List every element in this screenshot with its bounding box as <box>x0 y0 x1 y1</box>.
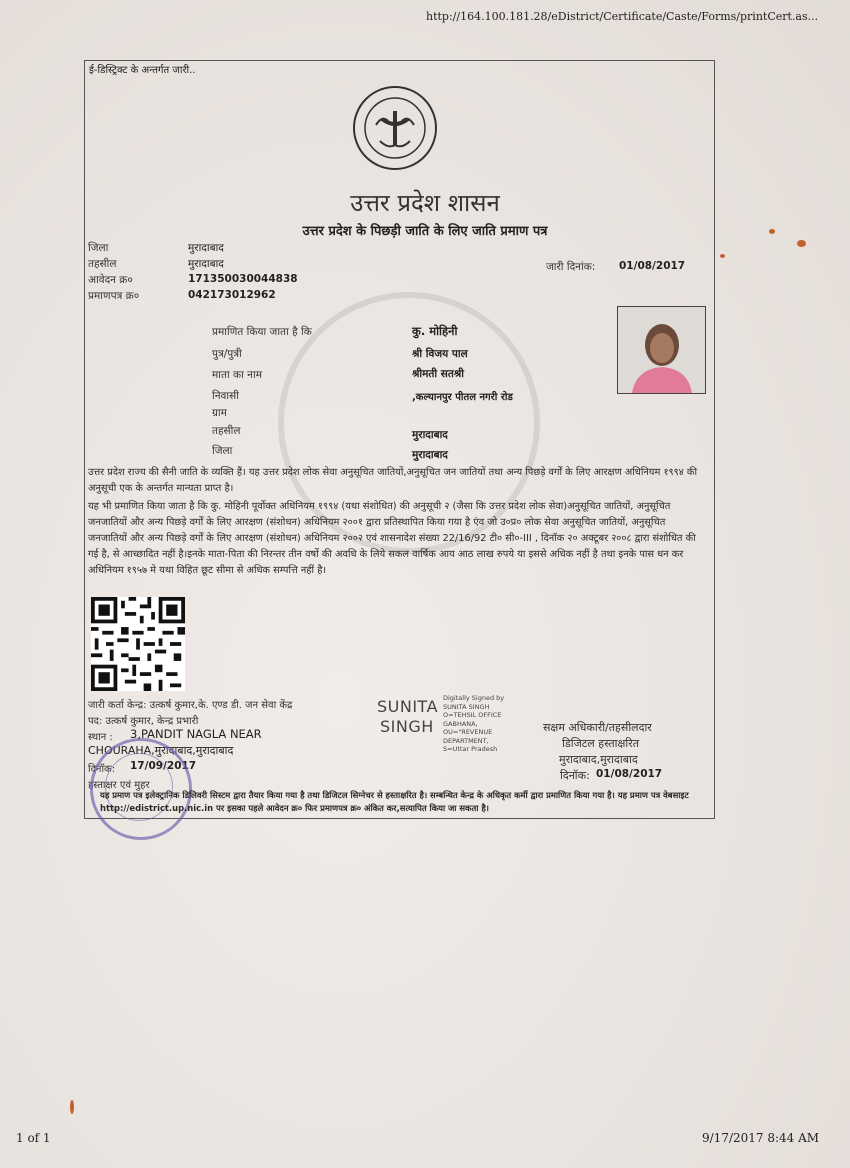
up-emblem-logo <box>352 85 438 171</box>
certificate-no-label: प्रमाणपत्र क्र० <box>88 290 140 302</box>
page-count: 1 of 1 <box>16 1131 51 1145</box>
authority-digital-sign: डिजिटल हस्ताक्षरित <box>562 737 639 750</box>
applicant-photo <box>617 306 706 394</box>
certificate-no-value: 042173012962 <box>188 289 276 301</box>
resident-value: ,कल्यानपुर पीतल नगरी रोड <box>412 392 513 403</box>
sig-detail-line: GABHANA, <box>443 719 478 728</box>
father-name: श्री विजय पाल <box>412 348 468 360</box>
sig-detail-line: S=Uttar Pradesh <box>443 745 498 753</box>
place-label: स्थान : <box>88 732 113 743</box>
sig-detail-line: SUNITA SINGH <box>443 702 490 711</box>
certify-label: प्रमाणित किया जाता है कि <box>212 326 312 338</box>
district-value: मुरादाबाद <box>188 242 224 254</box>
government-heading: उत्तर प्रदेश शासन <box>350 189 500 217</box>
person-district-label: जिला <box>212 445 233 457</box>
stain-mark <box>720 254 725 258</box>
digital-signature-details <box>443 694 504 754</box>
tehsil-label: तहसील <box>88 258 117 270</box>
issuer-date-value: 17/09/2017 <box>130 760 197 772</box>
issue-date-label: जारी दिनांक: <box>546 261 596 273</box>
print-datetime: 9/17/2017 8:44 AM <box>702 1131 820 1145</box>
stain-mark <box>797 240 806 247</box>
authority-location: मुरादाबाद,मुरादाबाद <box>559 753 638 766</box>
issuer-date-label: दिनॉक: <box>88 764 116 775</box>
person-district-value: मुरादाबाद <box>412 449 448 461</box>
issue-date-value: 01/08/2017 <box>619 260 686 272</box>
issuer-post: पद: उत्कर्ष कुमार, केन्द्र प्रभारी <box>88 716 199 727</box>
signature-seal-label: हस्ताक्षर एवं मुहर <box>88 780 150 791</box>
sig-detail-line: OU="REVENUE <box>443 728 493 736</box>
place-value-line2: CHOURAHA,मुरादाबाद,मुरादाबाद <box>88 744 234 757</box>
verification-note: यह प्रमाण पत्र इलेक्ट्रानिक डिलिवरी सिस्टम द्वारा तैयार किया गया है तथा डिजिटल सिग्नेचर से हस्ताक्षरित है। सम्बन्धित केन्द्र के अधिकृत कर्मी द्वारा प्रमाणित किया गया है। यह प्रमाण पत्र वेबसाइट http://edistrict.up.nic.in पर इसका पहले आवेदन क्र० फिर प्रमाणपत्र क्र० अंकित कर,सत्यापित किया जा सकता है। <box>100 790 689 813</box>
resident-label: निवासी <box>212 390 239 402</box>
parent-label: पुत्र/पुत्री <box>212 348 242 360</box>
print-url: http://164.100.181.28/eDistrict/Certificate/Caste/Forms/printCert.as... <box>426 10 819 23</box>
village-label: ग्राम <box>212 407 227 419</box>
edistrict-note: ई-डिस्ट्रिक्ट के अन्तर्गत जारी.. <box>89 65 196 76</box>
application-no-label: आवेदन क्र० <box>88 274 133 286</box>
sig-detail-line: DEPARTMENT, <box>443 736 489 745</box>
stain-mark <box>70 1100 74 1114</box>
tehsil-value: मुरादाबाद <box>188 258 224 270</box>
sig-detail-line: Digitally Signed by <box>443 694 505 702</box>
certificate-title: उत्तर प्रदेश के पिछड़ी जाति के लिए जाति प्रमाण पत्र <box>302 224 548 239</box>
caste-paragraph: उत्तर प्रदेश राज्य की सैनी जाति के व्यक्ति हैं। यह उत्तर प्रदेश लोक सेवा अनुसूचित जातियों,अनुसूचित जन जातियों तथा अन्य पिछड़े वर्गों के लिए आरक्षण अधिनियम १९९४ की अनुसूची एक के अन्तर्गत मान्यता प्राप्त है। <box>88 467 697 494</box>
mother-label: माता का नाम <box>212 369 262 381</box>
place-value: 3,PANDIT NAGLA NEAR <box>130 727 262 741</box>
person-tehsil-label: तहसील <box>212 425 241 437</box>
qr-code <box>91 597 185 691</box>
person-tehsil-value: मुरादाबाद <box>412 429 448 441</box>
application-no-value: 171350030044838 <box>188 273 298 285</box>
applicant-name: कु. मोहिनी <box>412 324 458 338</box>
stain-mark <box>769 229 775 234</box>
authority-title: सक्षम अधिकारी/तहसीलदार <box>543 721 652 734</box>
authority-date-value: 01/08/2017 <box>596 768 663 780</box>
authority-date-label: दिनॉक: <box>560 769 590 782</box>
sig-detail-line: O=TEHSIL OFFICE <box>443 711 502 719</box>
creamy-layer-paragraph: यह भी प्रमाणित किया जाता है कि कु. मोहिनी पूर्वोक्त अधिनियम १९९४ (यथा संशोधित) की अनुसूची २ (जैसा कि उत्तर प्रदेश लोक सेवा)अनुसूचित जातियों, अनुसूचित जनजातियों और अन्य पिछड़े वर्गों के लिए आरक्षण (संशोधन) अधिनियम २००१ द्वारा प्रतिस्थापित किया गया है एंव जो उ०प्र० लोक सेवा अनुसूचित जातियों, अनुसूचित जनजातियों और अन्य पिछड़े वर्गों के लिए आरक्षण (संशोधन) अधिनियम २००२ एवं शासनादेश संख्या 22/16/92 टी० सी०-III , दिनॉक २० अक्टूबर २००८ द्वारा संशोधित की गई है, से आच्छादित नहीं है।इनके माता-पिता की निरन्तर तीन वर्षो की अवधि के लिये सकल वार्षिक आय आठ लाख रुपये या इससे अधिक नहीं है तथा इनके पास धन कर अधिनियम १९५७ मे यथा विहित छूट सीमा से अधिक सम्पत्ति नहीं है। <box>88 501 696 576</box>
signer-name-line2: SINGH <box>380 717 434 736</box>
issuing-center: जारी कर्ता केन्द्र: उत्कर्ष कुमार,के. एण्ड डी. जन सेवा केंद्र <box>88 700 293 711</box>
district-label: जिला <box>88 242 109 254</box>
mother-name: श्रीमती सतश्री <box>412 368 465 380</box>
signer-name-line1: SUNITA <box>377 697 439 716</box>
